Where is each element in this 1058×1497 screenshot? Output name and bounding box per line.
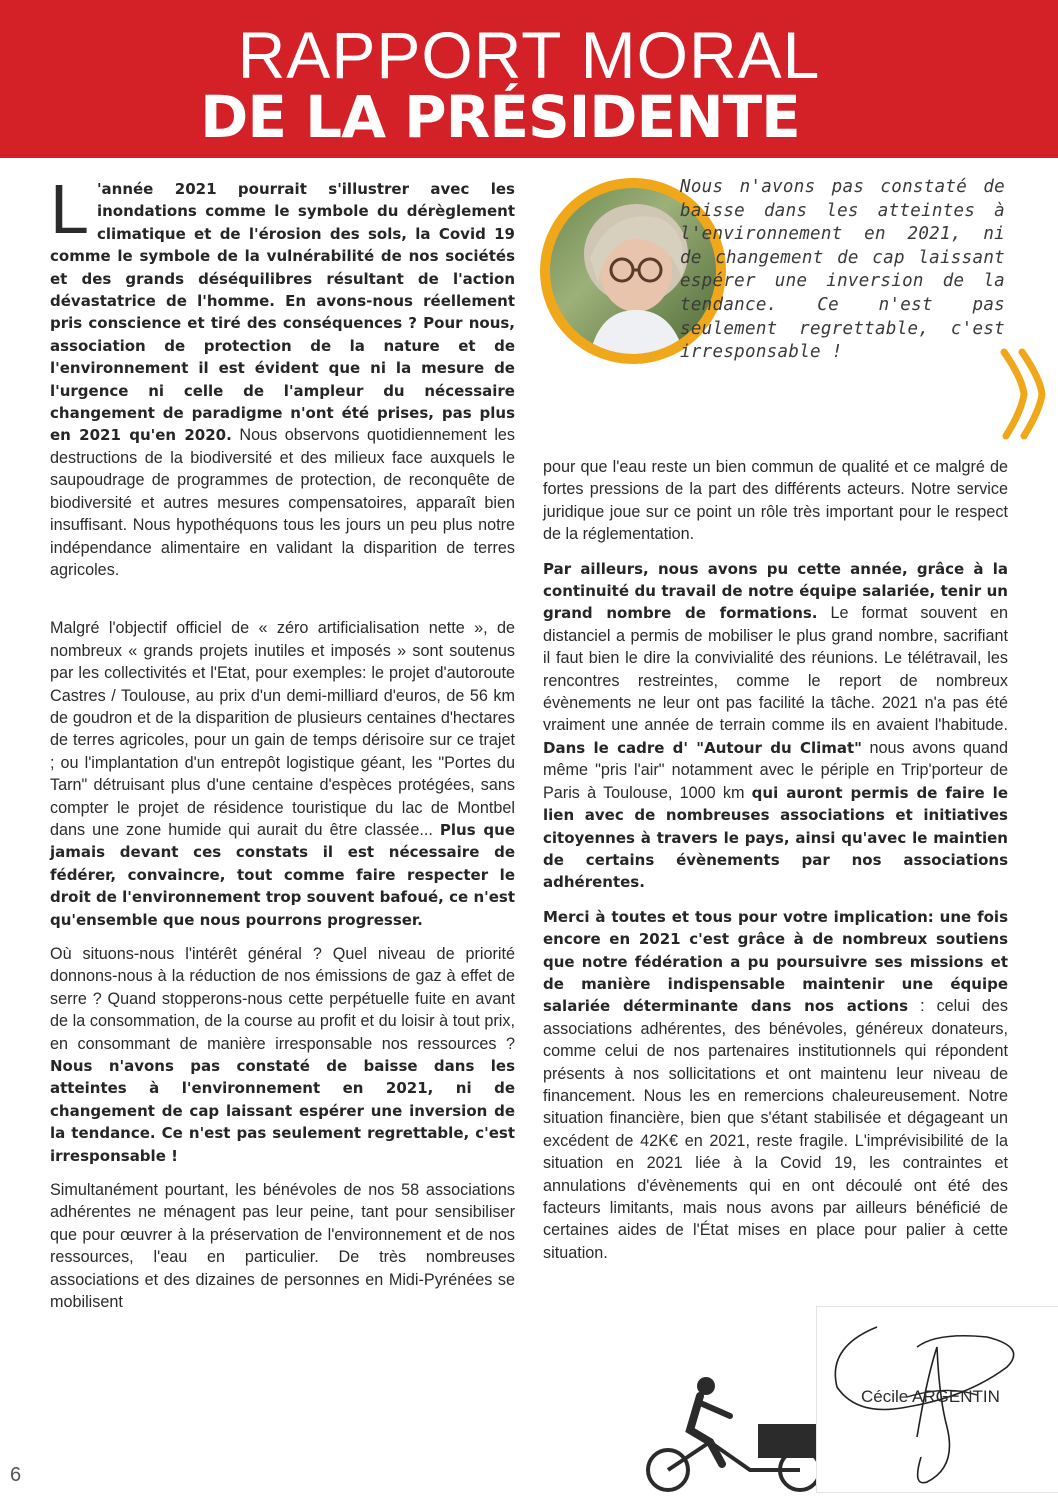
paragraph-3-text: Où situons-nous l'intérêt général ? Quel niveau de priorité donnons-nous à la réduction de nos émissions de gaz à effet de serre ? Quand stopperons-nous cette perpétuelle fuite en avant de la consommation, de la course au profit et du loisir à tout prix, en consommant de manière irresponsable nos ressources ? bbox=[50, 945, 515, 1053]
paragraph-1-text: Nous observons quotidiennement les destructions de la biodiversité et des milieux face auxquels le saupoudrage de programmes de protection, de reconquête de biodiversité et autres mesures compensatoires, apparaît bien insuffisant. Nous hypothéquons tous les jours un peu plus notre indépendance alimentaire en validant la disparition de terres agricoles. bbox=[50, 426, 516, 579]
signature-block bbox=[816, 1306, 1058, 1493]
paragraph-4-text: Simultanément pourtant, les bénévoles de nos 58 associations adhérentes ne ménagent pas leur peine, tant pour sensibiliser que pour œuvrer à la préservation de l'environnement et de nos ressources, l'eau en particulier. De très nombreuses associations et des dizaines de personnes en Midi-Pyrénées se mobilisent bbox=[50, 1181, 515, 1312]
paragraph-1 bbox=[50, 170, 516, 581]
paragraph-2-bold: Plus que jamais devant ces constats il est nécessaire de fédérer, convaincre, tout comme faire respecter le droit de l'environnement trop souvent bafoué, ce n'est qu'ensemble que nous pourrons progresser. bbox=[50, 820, 515, 929]
paragraph-1-bold: 'année 2021 pourrait s'illustrer avec les inondations comme le symbole du dérèglement climatique et de l'érosion des sols, la Covid 19 comme le symbole de la vulnérabilité de nos sociétés et des grands déséquilibres résultant de l'action dévastatrice de l'homme. En avons-nous réellement pris conscience et tiré des conséquences ? Pour nous, association de protection de la nature et de l'environnement il est évident que ni la mesure de l'urgence ni celle de l'ampleur du nécessaire changement de paradigme n'ont été prises, pas plus en 2021 qu'en 2020. bbox=[50, 180, 515, 445]
dropcap: L bbox=[50, 170, 89, 248]
page-number: 6 bbox=[10, 1464, 22, 1486]
left-column bbox=[50, 170, 516, 1326]
paragraph-4 bbox=[50, 1179, 515, 1313]
signatory-name: Cécile ARGENTIN bbox=[861, 1387, 1000, 1406]
paragraph-2-text: Malgré l'objectif officiel de « zéro artificialisation nette », de nombreux « grands projets inutiles et imposés » sont soutenus par les collectivités et l'Etat, pour exemples: le projet d'autoroute Castres / Toulouse, au prix d'un demi-milliard d'euros, de 56 km de goudron et de la disparition de plusieurs centaines d'hectares de terres agricoles, pour un gain de temps dérisoire sur ce trajet ; ou l'implantation d'un entrepôt logistique géant, les "Portes du Tarn" détruisant plus d'une centaine d'espèces protégées, sans compter le projet de résidence touristique du lac de Montbel dans une zone humide qui aurait du être classée... bbox=[50, 619, 515, 839]
paragraph-7-text: : celui des associations adhérentes, des bénévoles, généreux donateurs, comme celui de nos partenaires institutionnels qui répondent présents à nos sollicitations et ont maintenu leur niveau de financement. Nous les en remercions chaleureusement. Notre situation financière, bien que s'étant stabilisée et dégageant un excédent de 42K€ en 2021, reste fragile. L'imprévisibilité de la situation en 2021 liée à la Covid 19, les contraintes et annulations d'évènements qui en ont découlé ont été des facteurs limitants, mais nous avons par ailleurs bénéficié de certaines aides de l'État mises en place pour palier à cette situation. bbox=[543, 997, 1008, 1262]
page-title-line1: RAPPORT MORAL bbox=[237, 18, 821, 92]
paragraph-3 bbox=[50, 943, 515, 1167]
paragraph-3-bold: Nous n'avons pas constaté de baisse dans les atteintes à l'environnement en 2021, ni de changement de cap laissant espérer une inversion de la tendance. Ce n'est pas seulement regrettable, c'est irresponsable ! bbox=[50, 1057, 515, 1165]
pull-quote: Nous n'avons pas constaté de baisse dans les atteintes à l'environnement en 2021, ni de changement de cap laissant espérer une inversion de la tendance. Ce n'est pas seulement regrettable, c'est irresponsable ! bbox=[680, 177, 1005, 363]
cargo-bike-icon bbox=[640, 1372, 830, 1494]
paragraph-6-text: Le format souvent en distanciel a permis de mobiliser le plus grand nombre, sacrifiant il faut bien le dire la convivialité des réunions. Le télétravail, les rencontres restreintes, comme le report de nombreux évènements ne leur ont pas facilité la tâche. 2021 n'a pas été vraiment une année de terrain comme ils en avaient l'habitude. bbox=[543, 604, 1008, 735]
paragraph-5-text: pour que l'eau reste un bien commun de qualité et ce malgré de fortes pressions de la part des différents acteurs. Notre service juridique joue sur ce point un rôle très important pour le respect de la réglementation. bbox=[543, 458, 1008, 544]
paragraph-7 bbox=[543, 906, 1008, 1265]
title-banner bbox=[0, 0, 1058, 158]
paragraph-6 bbox=[543, 558, 1008, 894]
paragraph-2 bbox=[50, 617, 515, 931]
paragraph-7-bold: Merci à toutes et tous pour votre implication: une fois encore en 2021 c'est grâce à de nombreux soutiens que notre fédération a pu poursuivre ses missions et de manière indispensable maintenir une équipe salariée déterminante dans nos actions bbox=[543, 907, 1008, 1016]
paragraph-6-bold-2: Dans le cadre d' "Autour du Climat" bbox=[543, 738, 862, 757]
paragraph-6-text-2: nous avons quand même "pris l'air" notamment avec le périple en Trip'porteur de Paris à Toulouse, 1000 km bbox=[543, 738, 1008, 802]
paragraph-6-bold-3: qui auront permis de faire le lien avec de nombreuses associations et initiatives citoyennes à travers le pays, ainsi qu'avec le maintien de certains évènements par nos associations adhérentes. bbox=[543, 783, 1008, 892]
paragraph-6-bold: Par ailleurs, nous avons pu cette année, grâce à la continuité du travail de notre équipe salariée, tenir un grand nombre de formations. bbox=[543, 559, 1008, 623]
page-title-line2: DE LA PRÉSIDENTE bbox=[200, 83, 800, 151]
right-column bbox=[543, 456, 1008, 1276]
paragraph-5 bbox=[543, 456, 1008, 546]
quote-chevron-icon bbox=[1000, 348, 1052, 440]
